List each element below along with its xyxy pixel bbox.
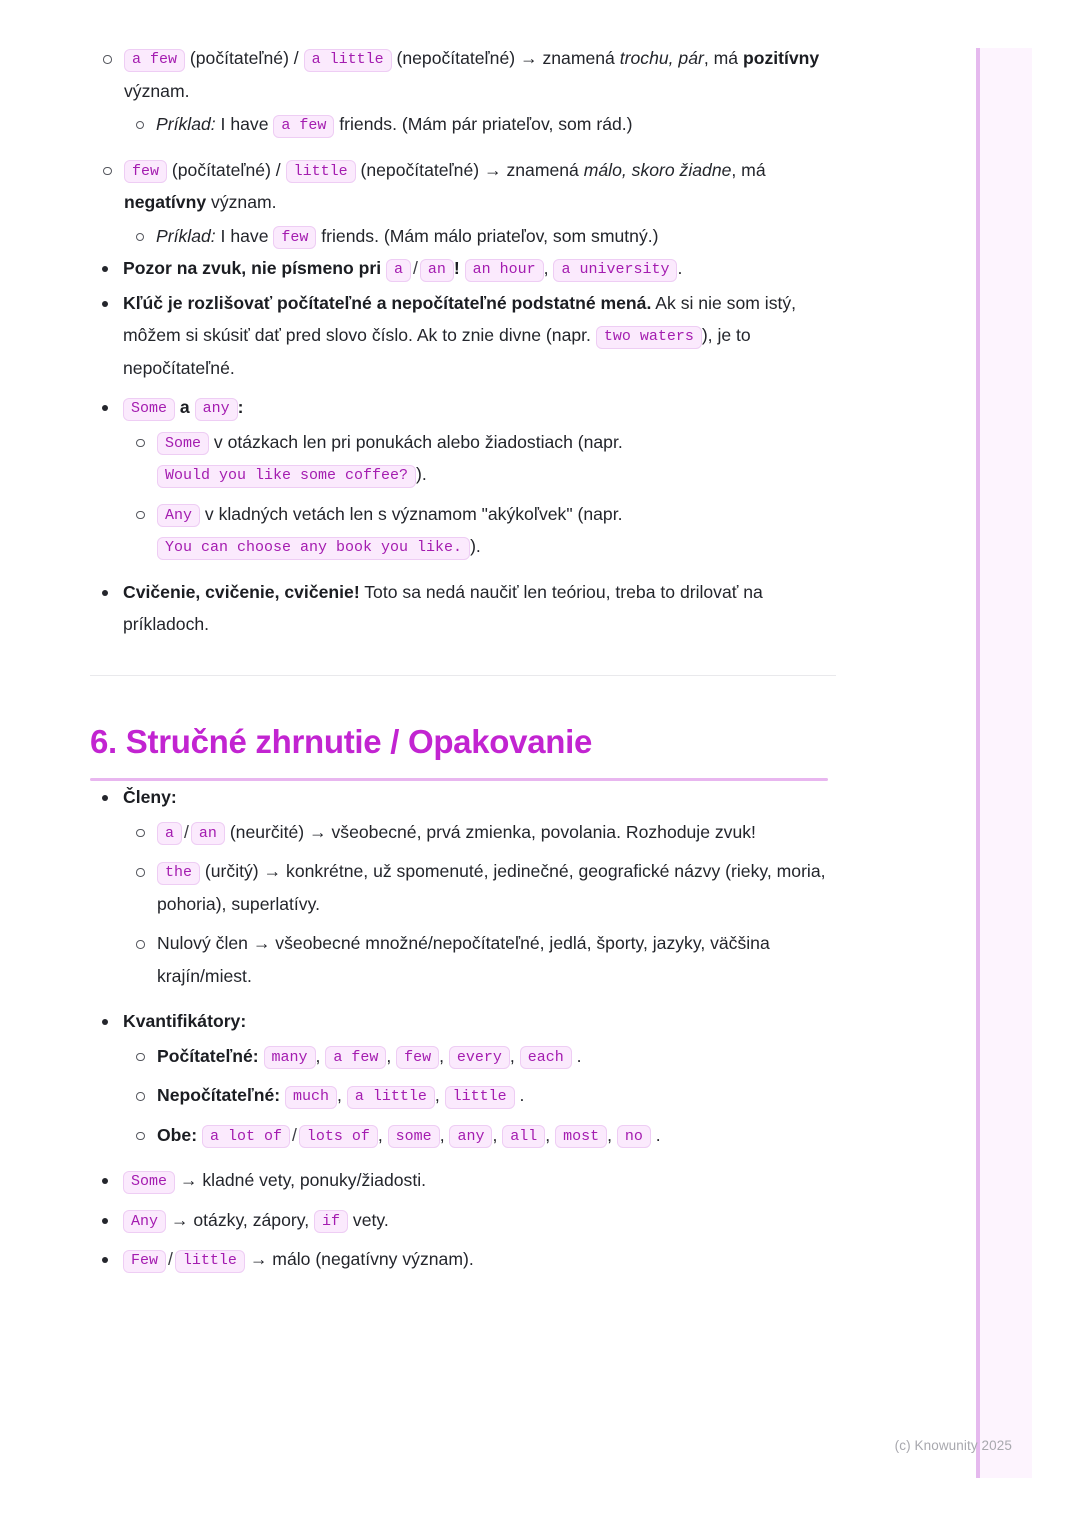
code-chip-if: if — [314, 1210, 348, 1233]
exclamation: ! — [453, 258, 460, 278]
slash-separator: / — [413, 258, 418, 278]
articles-sub-list — [123, 816, 838, 993]
bold-lead: Kľúč je rozlišovať počítateľné a nepočítateľné podstatné mená. — [123, 292, 652, 313]
code-chip-a-little: a little — [304, 49, 392, 72]
list-item-example — [124, 108, 838, 141]
code-chip-some: Some — [123, 1171, 175, 1194]
list-item-any-usage — [123, 498, 838, 563]
list-item-a-few — [90, 42, 838, 141]
text-countable: (počítateľné) / — [171, 159, 281, 180]
code-chip-any: Any — [123, 1210, 166, 1233]
some-summary-text: → kladné vety, ponuky/žiadosti. — [179, 1170, 427, 1191]
quantifier-detail-list — [90, 42, 838, 252]
code-chip-you-can-choose-any-book: You can choose any book you like. — [157, 537, 470, 560]
text-tail-2: význam. — [211, 192, 277, 212]
code-chip-two-waters: two waters — [596, 326, 702, 349]
list-item-sound-warning — [90, 252, 838, 285]
example-label: Príklad: — [156, 114, 216, 134]
key-text-1: Ak si nie som istý, môžem si skúsiť dať pred slovo číslo. Ak to znie divne (napr. — [123, 292, 797, 345]
code-chip-little: little — [286, 160, 356, 183]
quantifiers-sub-list — [123, 1040, 838, 1152]
code-chip-a-university: a university — [553, 259, 677, 282]
code-chip-lots-of: lots of — [299, 1125, 378, 1148]
zero-text: Nulový člen → všeobecné množné/nepočítateľné, jedlá, športy, jazyky, väčšina krajín/miest. — [157, 933, 770, 986]
list-item-some-usage — [123, 426, 838, 491]
list-item-few — [90, 154, 838, 253]
code-chip-few: Few — [123, 1250, 166, 1273]
list-item-both — [123, 1119, 838, 1152]
code-chip-a-lot-of: a lot of — [202, 1125, 290, 1148]
section-divider — [90, 675, 836, 676]
example-before: I have — [220, 114, 269, 134]
articles-label: Členy: — [123, 787, 177, 808]
code-chip-few: few — [396, 1046, 439, 1069]
list-item-practice — [90, 576, 838, 641]
quantifier-main-list — [90, 252, 838, 641]
bold-negative: negatívny — [124, 192, 207, 212]
example-label: Príklad: — [156, 225, 216, 246]
bold-lead: Cvičenie, cvičenie, cvičenie! — [123, 581, 360, 602]
text-uncountable: (nepočítateľné) → znamená — [396, 48, 615, 68]
definite-text: (určitý) → konkrétne, už spomenuté, jedinečné, geografické názvy (rieky, moria, pohoria), superlatívy. — [157, 861, 826, 914]
text-tail-2: význam. — [124, 80, 190, 101]
code-chip-few: few — [124, 160, 167, 183]
code-chip-some: Some — [123, 398, 175, 421]
any-summary-text-1: → otázky, zápory, — [170, 1209, 310, 1230]
period: . — [519, 1085, 525, 1106]
code-chip-a-few: a few — [124, 49, 185, 72]
code-chip-little: little — [175, 1250, 245, 1273]
period: . — [576, 1045, 582, 1066]
italic-meaning: trochu, pár — [619, 48, 704, 68]
both-rest-codes: , some , any , all , most , no — [378, 1125, 656, 1145]
code-chip-an: an — [420, 259, 454, 282]
some-text-1: v otázkach len pri ponukách alebo žiadostiach (napr. — [213, 431, 623, 452]
code-chip-any: any — [449, 1125, 492, 1148]
bold-positive: pozitívny — [742, 48, 820, 68]
text-tail-1: , má — [703, 48, 739, 68]
code-chip-some-sub: Some — [157, 432, 209, 455]
code-chip-a: a — [157, 822, 182, 845]
code-chip-would-you-like-some-coffee: Would you like some coffee? — [157, 465, 416, 488]
code-chip-many: many — [264, 1046, 316, 1069]
colon: : — [237, 397, 244, 417]
code-chip-an: an — [191, 822, 225, 845]
list-item-zero-article — [123, 927, 838, 992]
period: . — [677, 258, 683, 278]
code-chip-some: some — [388, 1125, 440, 1148]
indefinite-text: (neurčité) → všeobecné, prvá zmienka, povolania. Rozhoduje zvuk! — [229, 821, 756, 842]
code-chip-every: every — [449, 1046, 510, 1069]
list-item-countable — [123, 1040, 838, 1073]
few-summary-text: → málo (negatívny význam). — [249, 1249, 474, 1270]
code-chip-any: any — [195, 398, 238, 421]
code-chip-little: little — [445, 1086, 515, 1109]
code-chip-much: much — [285, 1086, 337, 1109]
any-text-2: ). — [470, 536, 481, 556]
summary-list — [90, 781, 838, 1276]
list-item-example — [124, 220, 838, 253]
slash-separator: / — [168, 1249, 173, 1270]
example-list-a-few — [124, 108, 838, 141]
both-label: Obe: — [157, 1124, 198, 1145]
list-item-few-summary — [90, 1243, 838, 1276]
example-before: I have — [220, 225, 269, 246]
list-item-articles — [90, 781, 838, 992]
slash-separator: / — [291, 1124, 297, 1145]
code-chip-few-example: few — [273, 226, 316, 249]
example-list-few — [124, 220, 838, 253]
list-item-indefinite-article — [123, 816, 838, 849]
practice-text: Toto sa nedá naučiť len teóriou, treba to drilovať na príkladoch. — [123, 581, 763, 634]
code-chip-a-few-example: a few — [273, 115, 334, 138]
page-edge-strip — [976, 48, 1032, 1478]
example-after: friends. (Mám pár priateľov, som rád.) — [339, 114, 633, 134]
code-chip-an-hour: an hour — [465, 259, 544, 282]
period: . — [655, 1124, 661, 1145]
code-chip-no: no — [617, 1125, 651, 1148]
list-item-key-rule — [90, 287, 838, 385]
code-chip-each: each — [520, 1046, 572, 1069]
quantifiers-label: Kvantifikátory: — [123, 1011, 247, 1032]
code-chip-the: the — [157, 862, 200, 885]
uncountable-codes: much , a little , little — [285, 1085, 520, 1105]
uncountable-label: Nepočítateľné: — [157, 1085, 281, 1106]
copyright-watermark: (c) Knowunity 2025 — [894, 1438, 1012, 1453]
text-tail-1: , má — [731, 159, 766, 180]
both-pair-codes — [202, 1125, 378, 1145]
text-countable: (počítateľné) / — [189, 48, 299, 68]
list-item-some-any — [90, 391, 838, 563]
code-chip-a-little: a little — [347, 1086, 435, 1109]
some-text-2: ). — [416, 464, 427, 484]
code-chip-a: a — [386, 259, 411, 282]
bold-lead: Pozor na zvuk, nie písmeno pri — [123, 258, 382, 278]
list-item-definite-article — [123, 855, 838, 920]
any-summary-text-2: vety. — [352, 1209, 389, 1230]
text-uncountable: (nepočítateľné) → znamená — [360, 159, 579, 180]
any-text-1: v kladných vetách len s významom "akýkoľvek" (napr. — [204, 503, 623, 524]
conjunction: a — [179, 397, 190, 417]
example-after: friends. (Mám málo priateľov, som smutný.) — [321, 225, 659, 246]
code-chip-most: most — [555, 1125, 607, 1148]
slash-separator: / — [184, 821, 189, 842]
list-item-quantifiers — [90, 1005, 838, 1151]
code-chip-all: all — [502, 1125, 545, 1148]
key-text-2: ), je to nepočítateľné. — [123, 325, 751, 378]
document-body — [90, 40, 838, 1278]
countable-label: Počítateľné: — [157, 1045, 259, 1066]
comma: , — [543, 258, 549, 278]
list-item-uncountable — [123, 1079, 838, 1112]
page-title: 6. Stručné zhrnutie / Opakovanie — [90, 722, 593, 760]
countable-codes: many , a few , few , every , each — [264, 1046, 577, 1066]
code-chip-any-sub: Any — [157, 504, 200, 527]
italic-meaning: málo, skoro žiadne — [583, 159, 732, 180]
some-any-sub-list — [123, 426, 838, 563]
list-item-any-summary — [90, 1204, 838, 1237]
list-item-some-summary — [90, 1164, 838, 1197]
code-chip-a-few: a few — [325, 1046, 386, 1069]
